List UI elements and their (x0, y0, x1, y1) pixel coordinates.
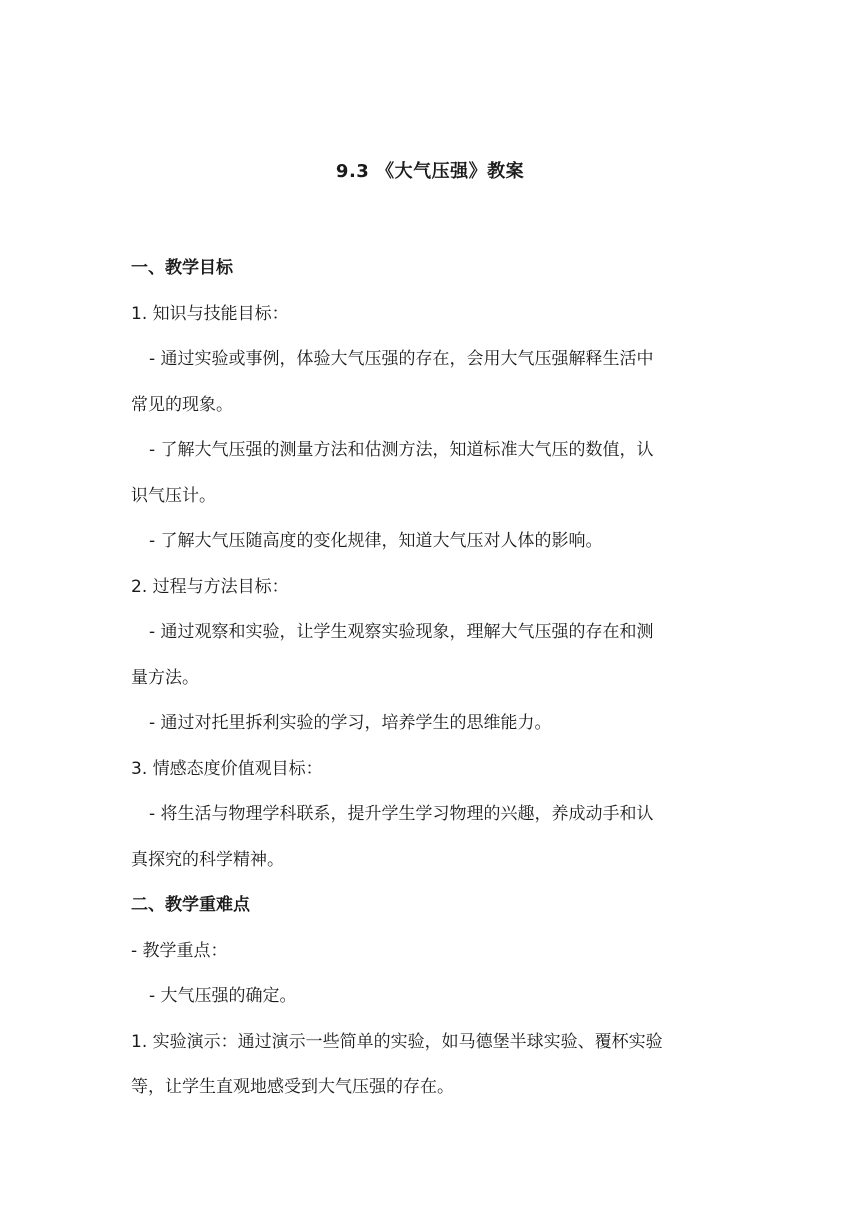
bullet-text: - 大气压强的确定。 (149, 986, 297, 1006)
numbered-item-text: 1. 实验演示：通过演示一些简单的实验，如马德堡半球实验、覆杯实验 (131, 1031, 663, 1052)
page-title: 9.3 《大气压强》教案 (335, 161, 525, 182)
section-heading-key-points: 二、教学重难点 (131, 895, 250, 915)
continuation-text: 等，让学生直观地感受到大气压强的存在。 (131, 1077, 454, 1097)
objective-3-heading: 3. 情感态度价值观目标： (131, 758, 323, 779)
continuation-text: 真探究的科学精神。 (131, 849, 284, 870)
key-point-label: - 教学重点： (131, 940, 228, 961)
document-body (131, 246, 731, 1111)
bullet-text: - 通过观察和实验，让学生观察实验现象，理解大气压强的存在和测 (149, 622, 654, 642)
objective-1-heading: 1. 知识与技能目标： (131, 303, 289, 324)
bullet-text: - 将生活与物理学科联系，提升学生学习物理的兴趣，养成动手和认 (149, 804, 654, 824)
section-heading-objectives: 一、教学目标 (131, 258, 233, 278)
bullet-text: - 通过实验或事例，体验大气压强的存在，会用大气压强解释生活中 (149, 349, 654, 369)
continuation-text: 量方法。 (131, 667, 199, 688)
continuation-text: 常见的现象。 (131, 394, 233, 415)
continuation-text: 识气压计。 (131, 485, 216, 506)
objective-2-heading: 2. 过程与方法目标： (131, 576, 289, 597)
bullet-text: - 通过对托里拆利实验的学习，培养学生的思维能力。 (149, 713, 552, 733)
bullet-text: - 了解大气压随高度的变化规律，知道大气压对人体的影响。 (149, 531, 603, 551)
bullet-text: - 了解大气压强的测量方法和估测方法，知道标准大气压的数值，认 (149, 440, 654, 460)
